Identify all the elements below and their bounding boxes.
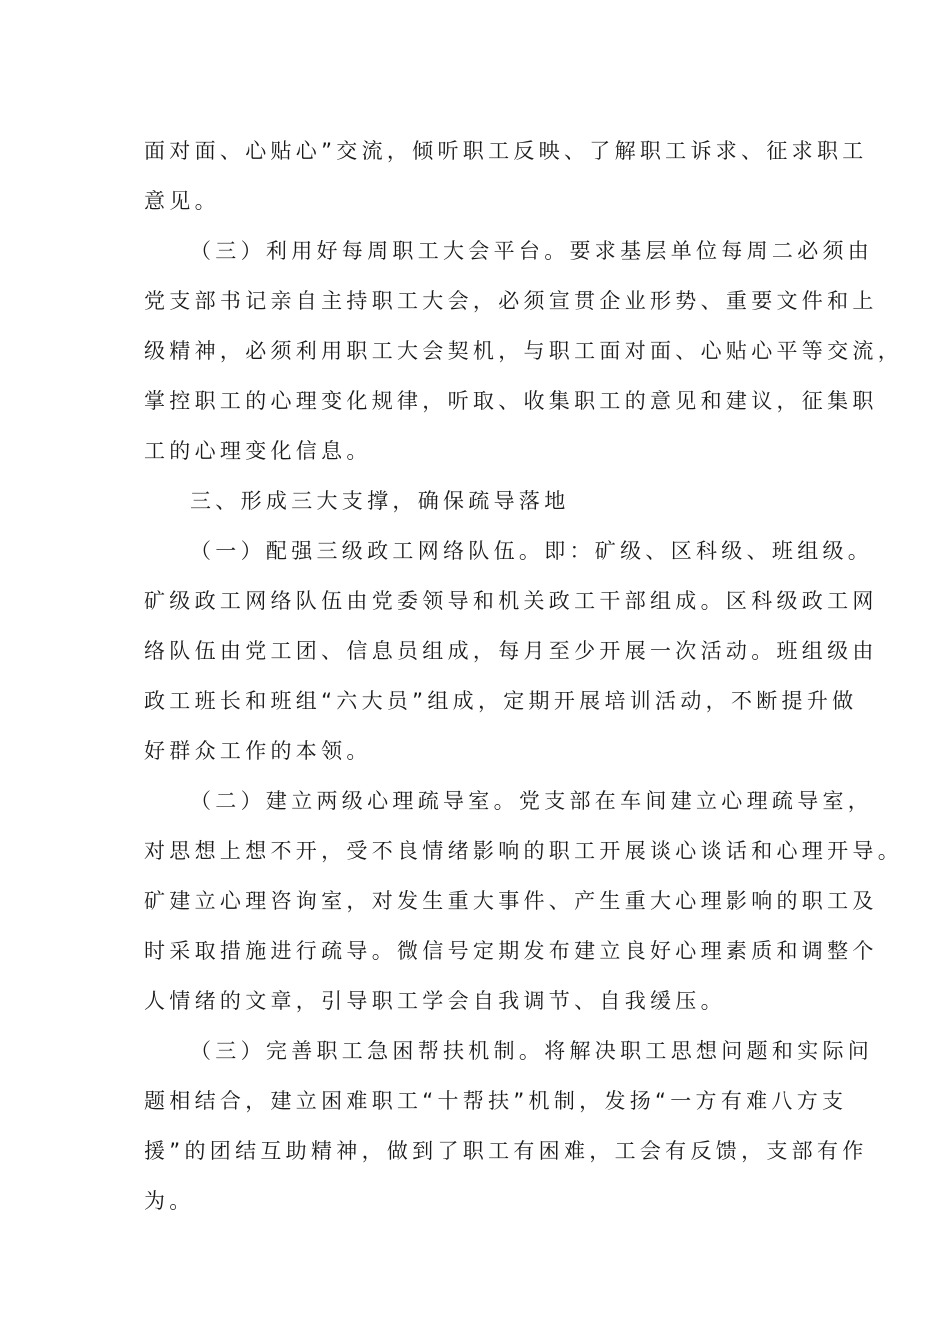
text-line: 题相结合，建立困难职工“十帮扶”机制，发扬“一方有难八方支	[144, 1089, 848, 1113]
text-line: 援”的团结互助精神，做到了职工有困难，工会有反馈，支部有作	[144, 1139, 868, 1163]
text-line: 为。	[144, 1189, 195, 1213]
paragraph-start-line: （二）建立两级心理疏导室。党支部在车间建立心理疏导室，	[190, 789, 874, 813]
text-line: 络队伍由党工团、信息员组成，每月至少开展一次活动。班组级由	[144, 639, 878, 663]
text-line: 级精神，必须利用职工大会契机，与职工面对面、心贴心平等交流，	[144, 339, 903, 363]
text-line: 矿建立心理咨询室，对发生重大事件、产生重大心理影响的职工及	[144, 889, 878, 913]
text-line: 工的心理变化信息。	[144, 439, 372, 463]
text-line: 掌控职工的心理变化规律，听取、收集职工的意见和建议，征集职	[144, 389, 878, 413]
text-line: 面对面、心贴心”交流，倾听职工反映、了解职工诉求、征求职工	[144, 139, 868, 163]
text-line: 政工班长和班组“六大员”组成，定期开展培训活动，不断提升做	[144, 689, 858, 713]
paragraph-start-line: （一）配强三级政工网络队伍。即：矿级、区科级、班组级。	[190, 539, 874, 563]
text-line: 人情绪的文章，引导职工学会自我调节、自我缓压。	[144, 989, 726, 1013]
text-line: 党支部书记亲自主持职工大会，必须宣贯企业形势、重要文件和上	[144, 289, 878, 313]
paragraph-start-line: （三）利用好每周职工大会平台。要求基层单位每周二必须由	[190, 239, 874, 263]
paragraph-start-line: （三）完善职工急困帮扶机制。将解决职工思想问题和实际问	[190, 1039, 874, 1063]
text-line: 对思想上想不开，受不良情绪影响的职工开展谈心谈话和心理开导。	[144, 839, 903, 863]
text-line: 好群众工作的本领。	[144, 739, 372, 763]
text-line: 矿级政工网络队伍由党委领导和机关政工干部组成。区科级政工网	[144, 589, 878, 613]
text-line: 意见。	[144, 189, 220, 213]
text-line: 时采取措施进行疏导。微信号定期发布建立良好心理素质和调整个	[144, 939, 878, 963]
section-heading: 三、形成三大支撑，确保疏导落地	[190, 489, 570, 513]
